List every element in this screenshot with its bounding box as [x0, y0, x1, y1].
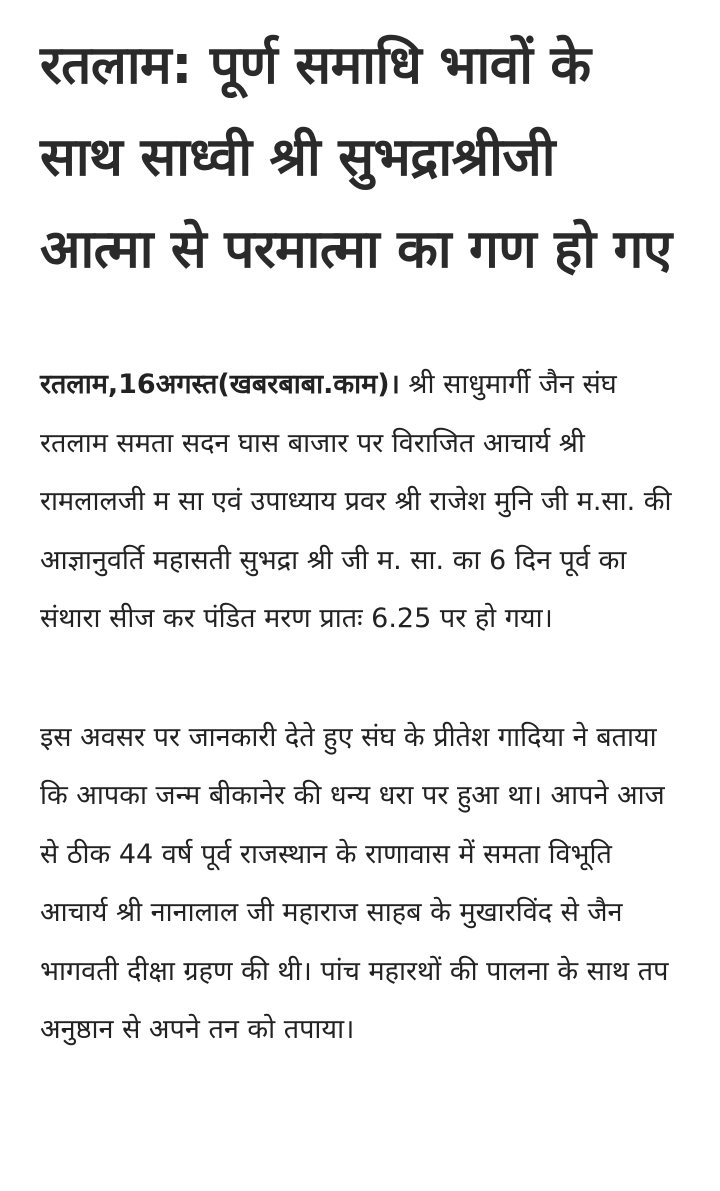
article-paragraph-2: इस अवसर पर जानकारी देते हुए संघ के प्रीतेश गादिया ने बताया कि आपका जन्म बीकानेर की धन्य धरा पर हुआ था। आपने आज से ठीक 44 वर्ष पूर्व राजस्थान के राणावास में समता विभूति आचार्य श्री नानालाल जी महाराज साहब के मुखारविंद से जैन भागवती दीक्षा ग्रहण की थी। पांच महारथों की पालना के साथ तप अनुष्ठान से अपने तन को तपाया।	[40, 721, 669, 1045]
article-paragraph-1	[40, 356, 680, 649]
article-dateline: रतलाम,16अगस्त(खबरबाबा.काम)।	[40, 369, 400, 400]
article-headline: रतलाम: पूर्ण समाधि भावों के साथ साध्वी श्री सुभद्राश्रीजी आत्मा से परमात्मा का गण हो गए	[40, 35, 672, 280]
article-paragraph-1-text: श्री साधुमार्गी जैन संघ रतलाम समता सदन घास बाजार पर विराजित आचार्य श्री रामलालजी म सा एवं उपाध्याय प्रवर श्री राजेश मुनि जी म.सा. की आज्ञानुवर्ति महासती सुभद्रा श्री जी म. सा. का 6 दिन पूर्व का संथारा सीज कर पंडित मरण प्रातः 6.25 पर हो गया।	[40, 369, 672, 634]
